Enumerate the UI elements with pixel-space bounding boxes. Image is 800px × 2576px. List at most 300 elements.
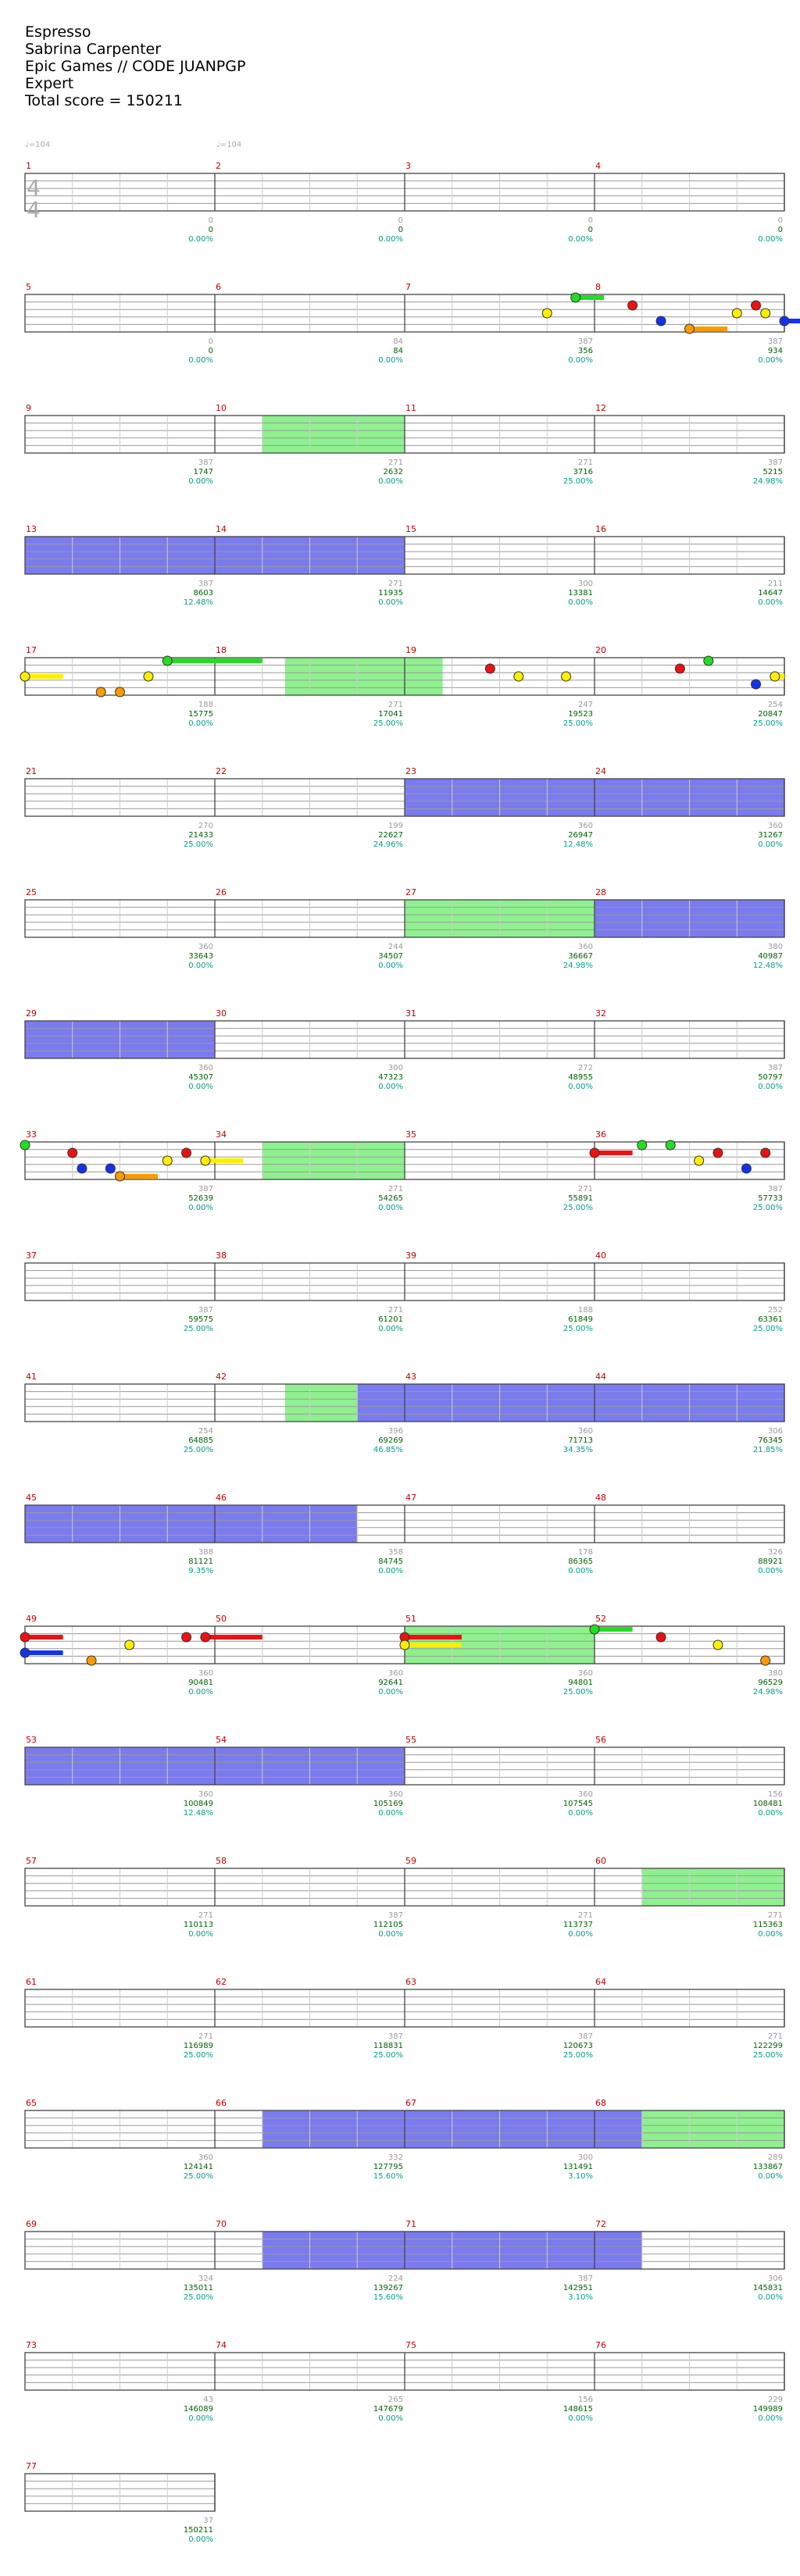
measure-score: 54265: [378, 1194, 403, 1203]
measure-percent: 0.00%: [188, 477, 213, 486]
measure-tick-count: 300: [388, 1064, 403, 1072]
measure-tick-count: 300: [577, 580, 593, 588]
measure-score: 0: [398, 226, 403, 234]
measure-number: 35: [405, 1129, 416, 1140]
measure-percent: 0.00%: [758, 2172, 783, 2181]
measure-tick-count: 271: [767, 1911, 783, 1920]
measure-number: 46: [216, 1493, 227, 1503]
song-title: Espresso: [25, 23, 91, 41]
measure-number: 23: [405, 766, 416, 776]
note-sustain: [405, 1635, 462, 1639]
measure-score: 50797: [758, 1073, 783, 1082]
measure-tick-count: 360: [388, 1790, 403, 1799]
measure-score: 71713: [568, 1436, 593, 1445]
measure-score: 148615: [562, 2405, 593, 2414]
time-signature-numerator: 4: [27, 175, 41, 201]
measure-tick-count: 0: [588, 216, 593, 225]
measure-score: 81121: [188, 1557, 213, 1566]
measure-score: 90481: [188, 1679, 213, 1687]
measure-number: 67: [405, 2098, 416, 2108]
measure-percent: 0.00%: [378, 1809, 403, 1818]
measure-percent: 0.00%: [378, 235, 403, 244]
measure-percent: 25.00%: [752, 2051, 783, 2060]
measure-percent: 25.00%: [183, 840, 213, 849]
measure-number: 17: [26, 645, 37, 655]
measure-number: 9: [26, 403, 31, 413]
measure-number: 44: [595, 1372, 606, 1382]
measure-percent: 0.00%: [758, 2293, 783, 2302]
measure-score: 0: [588, 226, 593, 234]
note-red: [656, 1632, 666, 1642]
measure-number: 65: [26, 2098, 37, 2108]
measure-number: 8: [595, 282, 601, 292]
note-red: [68, 1148, 77, 1158]
note-sustain: [595, 1151, 633, 1155]
note-green: [704, 656, 713, 665]
measure-score: 0: [208, 226, 213, 234]
measure-percent: 25.00%: [562, 1325, 593, 1333]
note-red: [485, 664, 495, 673]
measure-score: 1747: [193, 468, 213, 476]
note-sustain: [690, 326, 728, 331]
note-red: [182, 1148, 191, 1158]
measure-number: 55: [405, 1735, 416, 1745]
note-red: [752, 301, 761, 310]
measure-tick-count: 271: [388, 580, 403, 588]
measure-tick-count: 265: [388, 2396, 403, 2404]
measure-score: 146089: [183, 2405, 213, 2414]
measure-score: 52639: [188, 1194, 213, 1203]
measure-tick-count: 254: [767, 701, 783, 709]
measure-percent: 0.00%: [188, 2535, 213, 2544]
measure-percent: 0.00%: [188, 1930, 213, 1939]
note-yellow: [20, 672, 30, 681]
measure-number: 10: [216, 403, 227, 413]
measure-percent: 24.98%: [752, 477, 783, 486]
measure-percent: 25.00%: [562, 2051, 593, 2060]
measure-percent: 3.10%: [568, 2172, 593, 2181]
measure-percent: 0.00%: [568, 356, 593, 365]
measure-number: 34: [216, 1129, 227, 1140]
measure-percent: 0.00%: [378, 1204, 403, 1212]
measure-tick-count: 271: [388, 1185, 403, 1193]
measure-score: 59575: [188, 1315, 213, 1324]
measure-percent: 0.00%: [378, 598, 403, 607]
measure-tick-count: 360: [198, 943, 213, 951]
measure-tick-count: 271: [388, 701, 403, 709]
measure-score: 110113: [183, 1921, 213, 1929]
note-sustain: [167, 658, 262, 663]
measure-number: 16: [595, 524, 606, 534]
measure-percent: 0.00%: [188, 719, 213, 728]
measure-tick-count: 358: [388, 1548, 403, 1557]
measure-number: 76: [595, 2340, 606, 2350]
measure-percent: 21.85%: [752, 1446, 783, 1454]
measure-tick-count: 244: [388, 943, 403, 951]
measure-tick-count: 306: [767, 2275, 783, 2283]
measure-number: 21: [26, 766, 37, 776]
measure-score: 142951: [562, 2284, 593, 2292]
measure-percent: 25.00%: [183, 2172, 213, 2181]
measure-number: 60: [595, 1856, 606, 1866]
measure-score: 147679: [373, 2405, 403, 2414]
note-blue: [656, 316, 666, 326]
measure-tick-count: 387: [198, 580, 213, 588]
note-sustain: [205, 1158, 244, 1163]
measure-tick-count: 0: [398, 216, 403, 225]
measure-percent: 0.00%: [758, 1567, 783, 1575]
measure-number: 47: [405, 1493, 416, 1503]
note-yellow: [542, 309, 552, 318]
measure-score: 2632: [383, 468, 403, 476]
measure-tick-count: 271: [577, 1911, 593, 1920]
measure-score: 96529: [758, 1679, 783, 1687]
measure-score: 22627: [378, 831, 403, 840]
measure-tick-count: 360: [577, 943, 593, 951]
measure-score: 40987: [758, 952, 783, 961]
measure-number: 64: [595, 1977, 606, 1987]
note-blue: [20, 1648, 30, 1657]
measure-tick-count: 387: [767, 1185, 783, 1193]
note-blue: [741, 1164, 751, 1173]
note-orange: [87, 1656, 96, 1665]
measure-number: 77: [26, 2461, 37, 2471]
note-red: [675, 664, 684, 673]
measure-number: 62: [216, 1977, 227, 1987]
measure-score: 21433: [188, 831, 213, 840]
measure-tick-count: 332: [388, 2153, 403, 2162]
difficulty-label: Expert: [25, 75, 74, 92]
measure-score: 127795: [373, 2163, 403, 2171]
measure-percent: 0.00%: [758, 356, 783, 365]
measure-tick-count: 387: [577, 337, 593, 346]
measure-number: 68: [595, 2098, 606, 2108]
song-artist: Sabrina Carpenter: [25, 41, 162, 58]
measure-score: 36667: [568, 952, 593, 961]
note-red: [182, 1632, 191, 1642]
measure-score: 122299: [752, 2042, 783, 2050]
measure-percent: 25.00%: [183, 2051, 213, 2060]
measure-tick-count: 0: [777, 216, 783, 225]
measure-score: 76345: [758, 1436, 783, 1445]
measure-score: 47323: [378, 1073, 403, 1082]
measure-tick-count: 37: [203, 2517, 213, 2525]
measure-score: 112105: [373, 1921, 403, 1929]
note-orange: [761, 1656, 770, 1665]
measure-percent: 25.00%: [562, 1688, 593, 1697]
measure-tick-count: 360: [198, 1790, 213, 1799]
measure-score: 113737: [562, 1921, 593, 1929]
note-red: [590, 1148, 599, 1158]
measure-percent: 25.00%: [183, 2293, 213, 2302]
measure-score: 135011: [183, 2284, 213, 2292]
measure-score: 84745: [378, 1557, 403, 1566]
measure-tick-count: 0: [208, 337, 213, 346]
measure-score: 116989: [183, 2042, 213, 2050]
staff-row: [25, 2474, 215, 2511]
measure-tick-count: 247: [577, 701, 593, 709]
measure-number: 18: [216, 645, 227, 655]
measure-number: 25: [26, 887, 37, 897]
measure-score: 3716: [573, 468, 593, 476]
measure-tick-count: 178: [577, 1548, 593, 1557]
staff-row: [25, 1989, 784, 2027]
measure-tick-count: 306: [767, 1427, 783, 1436]
measure-tick-count: 272: [577, 1064, 593, 1072]
measure-tick-count: 188: [577, 1306, 593, 1315]
measure-number: 4: [595, 161, 601, 171]
measure-score: 11935: [378, 589, 403, 598]
measure-tick-count: 388: [198, 1548, 213, 1557]
star-power-section: [285, 658, 443, 695]
measure-score: 115363: [752, 1921, 783, 1929]
measure-percent: 15.60%: [373, 2172, 403, 2181]
measure-score: 57733: [758, 1194, 783, 1203]
measure-percent: 0.00%: [568, 1930, 593, 1939]
measure-score: 33643: [188, 952, 213, 961]
measure-percent: 0.00%: [758, 235, 783, 244]
measure-score: 48955: [568, 1073, 593, 1082]
measure-percent: 0.00%: [378, 477, 403, 486]
note-yellow: [695, 1156, 704, 1165]
measure-tick-count: 387: [198, 1306, 213, 1315]
measure-number: 42: [216, 1372, 227, 1382]
measure-percent: 0.00%: [758, 1930, 783, 1939]
measure-score: 20847: [758, 710, 783, 719]
measure-tick-count: 387: [577, 2275, 593, 2283]
measure-number: 11: [405, 403, 416, 413]
measure-score: 63361: [758, 1315, 783, 1324]
measure-tick-count: 271: [388, 1306, 403, 1315]
measure-score: 934: [767, 347, 783, 355]
measure-tick-count: 326: [767, 1548, 783, 1557]
measure-tick-count: 387: [198, 458, 213, 467]
measure-score: 108481: [752, 1800, 783, 1808]
measure-tick-count: 252: [767, 1306, 783, 1315]
measure-percent: 0.00%: [568, 2414, 593, 2423]
note-orange: [685, 324, 695, 334]
measure-percent: 0.00%: [568, 1083, 593, 1091]
note-red: [628, 301, 638, 310]
measure-number: 66: [216, 2098, 227, 2108]
measure-score: 13381: [568, 589, 593, 598]
measure-percent: 0.00%: [568, 235, 593, 244]
measure-percent: 0.00%: [378, 962, 403, 970]
note-yellow: [562, 672, 571, 681]
measure-percent: 3.10%: [568, 2293, 593, 2302]
measure-percent: 0.00%: [568, 1567, 593, 1575]
measure-percent: 0.00%: [188, 962, 213, 970]
measure-percent: 0.00%: [188, 356, 213, 365]
measure-percent: 0.00%: [188, 1083, 213, 1091]
measure-tick-count: 387: [767, 1064, 783, 1072]
measure-tick-count: 300: [577, 2153, 593, 2162]
measure-number: 43: [405, 1372, 416, 1382]
measure-number: 38: [216, 1251, 227, 1261]
note-green: [162, 656, 172, 665]
measure-tick-count: 188: [198, 701, 213, 709]
tempo-mark: ♩=104: [25, 141, 51, 149]
measure-percent: 0.00%: [188, 2414, 213, 2423]
measure-tick-count: 360: [198, 2153, 213, 2162]
measure-score: 100849: [183, 1800, 213, 1808]
measure-number: 29: [26, 1008, 37, 1019]
measure-number: 15: [405, 524, 416, 534]
measure-score: 14647: [758, 589, 783, 598]
measure-percent: 9.35%: [188, 1567, 213, 1575]
measure-number: 27: [405, 887, 416, 897]
measure-tick-count: 289: [767, 2153, 783, 2162]
note-yellow: [201, 1156, 210, 1165]
measure-score: 133867: [752, 2163, 783, 2171]
measure-score: 149989: [752, 2405, 783, 2414]
measure-number: 56: [595, 1735, 606, 1745]
note-yellow: [514, 672, 523, 681]
note-yellow: [713, 1640, 723, 1650]
measure-tick-count: 360: [198, 1669, 213, 1678]
measure-number: 3: [405, 161, 411, 171]
note-blue: [105, 1164, 115, 1173]
note-green: [666, 1140, 675, 1150]
staff-row: [25, 658, 784, 695]
staff-row: [25, 2232, 784, 2269]
measure-score: 61201: [378, 1315, 403, 1324]
measure-tick-count: 271: [388, 458, 403, 467]
measure-percent: 25.00%: [562, 477, 593, 486]
measure-number: 71: [405, 2219, 416, 2229]
staff-row: [25, 1263, 784, 1300]
measure-number: 61: [26, 1977, 37, 1987]
measure-number: 20: [595, 645, 606, 655]
note-yellow: [144, 672, 153, 681]
measure-score: 145831: [752, 2284, 783, 2292]
measure-percent: 46.85%: [373, 1446, 403, 1454]
measure-score: 69269: [378, 1436, 403, 1445]
measure-score: 150211: [183, 2526, 213, 2535]
note-orange: [96, 687, 105, 697]
note-red: [761, 1148, 770, 1158]
measure-number: 75: [405, 2340, 416, 2350]
measure-tick-count: 271: [577, 1185, 593, 1193]
total-score: Total score = 150211: [25, 92, 183, 109]
measure-score: 105169: [373, 1800, 403, 1808]
star-power-section: [642, 2110, 784, 2148]
note-yellow: [770, 672, 780, 681]
measure-number: 40: [595, 1251, 606, 1261]
measure-number: 14: [216, 524, 227, 534]
measure-score: 0: [777, 226, 783, 234]
measure-number: 51: [405, 1614, 416, 1624]
star-power-section: [642, 1868, 784, 1906]
measure-number: 74: [216, 2340, 227, 2350]
note-yellow: [125, 1640, 134, 1650]
measure-tick-count: 387: [767, 458, 783, 467]
star-power-section: [262, 1142, 405, 1179]
note-sustain: [25, 1635, 63, 1639]
measure-score: 19523: [568, 710, 593, 719]
note-yellow: [400, 1640, 409, 1650]
measure-tick-count: 360: [388, 1669, 403, 1678]
note-orange: [116, 1172, 125, 1181]
measure-number: 30: [216, 1008, 227, 1019]
note-sustain: [205, 1635, 262, 1639]
measure-percent: 12.48%: [183, 1809, 213, 1818]
measure-percent: 15.60%: [373, 2293, 403, 2302]
note-red: [201, 1632, 210, 1642]
measure-percent: 25.00%: [373, 2051, 403, 2060]
measure-tick-count: 156: [577, 2396, 593, 2404]
measure-percent: 12.48%: [562, 840, 593, 849]
measure-tick-count: 156: [767, 1790, 783, 1799]
measure-number: 1: [26, 161, 31, 171]
measure-tick-count: 229: [767, 2396, 783, 2404]
measure-percent: 0.00%: [378, 1083, 403, 1091]
measure-tick-count: 380: [767, 1669, 783, 1678]
measure-number: 48: [595, 1493, 606, 1503]
measure-tick-count: 84: [393, 337, 403, 346]
measure-tick-count: 271: [767, 2032, 783, 2041]
measure-score: 26947: [568, 831, 593, 840]
measure-score: 92641: [378, 1679, 403, 1687]
note-red: [713, 1148, 723, 1158]
measure-tick-count: 396: [388, 1427, 403, 1436]
measure-number: 52: [595, 1614, 606, 1624]
measure-percent: 25.00%: [562, 719, 593, 728]
measure-score: 124141: [183, 2163, 213, 2171]
measure-tick-count: 387: [767, 337, 783, 346]
measure-percent: 0.00%: [378, 1567, 403, 1575]
measure-tick-count: 271: [198, 1911, 213, 1920]
measure-percent: 25.00%: [752, 719, 783, 728]
measure-tick-count: 380: [767, 943, 783, 951]
measure-number: 57: [26, 1856, 37, 1866]
measure-number: 13: [26, 524, 37, 534]
measure-tick-count: 360: [577, 1427, 593, 1436]
staff-row: [25, 2353, 784, 2390]
measure-number: 63: [405, 1977, 416, 1987]
measure-percent: 0.00%: [188, 235, 213, 244]
measure-number: 5: [26, 282, 31, 292]
measure-tick-count: 199: [388, 822, 403, 830]
measure-tick-count: 271: [198, 2032, 213, 2041]
measure-percent: 0.00%: [188, 1688, 213, 1697]
measure-score: 55891: [568, 1194, 593, 1203]
measure-number: 73: [26, 2340, 37, 2350]
measure-tick-count: 43: [203, 2396, 213, 2404]
measure-number: 36: [595, 1129, 606, 1140]
measure-score: 131491: [562, 2163, 593, 2171]
measure-percent: 25.00%: [752, 1325, 783, 1333]
note-sustain: [405, 1643, 462, 1647]
measure-number: 37: [26, 1251, 37, 1261]
measure-tick-count: 360: [767, 822, 783, 830]
measure-number: 31: [405, 1008, 416, 1019]
star-power-section: [262, 416, 405, 453]
measure-score: 88921: [758, 1557, 783, 1566]
measure-percent: 25.00%: [752, 1204, 783, 1212]
measure-number: 19: [405, 645, 416, 655]
measure-tick-count: 211: [767, 580, 783, 588]
measure-number: 7: [405, 282, 411, 292]
measure-percent: 0.00%: [758, 1083, 783, 1091]
measure-number: 50: [216, 1614, 227, 1624]
measure-number: 2: [216, 161, 221, 171]
measure-percent: 12.48%: [752, 962, 783, 970]
measure-number: 24: [595, 766, 606, 776]
measure-score: 0: [208, 347, 213, 355]
measure-tick-count: 324: [198, 2275, 213, 2283]
note-blue: [780, 316, 789, 326]
